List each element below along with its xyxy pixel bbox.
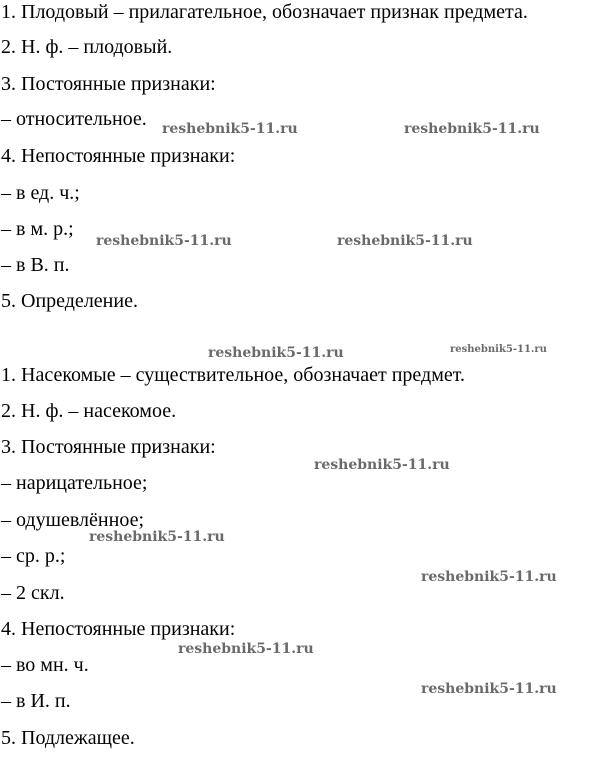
watermark-text: reshebnik5-11.ru bbox=[421, 681, 557, 697]
text-line: 2. Н. ф. – плодовый. bbox=[1, 36, 173, 58]
text-line: – относительное. bbox=[1, 108, 147, 130]
text-line: – в м. р.; bbox=[1, 218, 74, 240]
text-line: 3. Постоянные признаки: bbox=[1, 436, 216, 458]
text-line: 1. Насекомые – существительное, обозначает предмет. bbox=[1, 364, 465, 386]
watermark-text: reshebnik5-11.ru bbox=[450, 344, 547, 355]
text-line: 4. Непостоянные признаки: bbox=[1, 618, 236, 640]
text-line: – в И. п. bbox=[1, 690, 71, 712]
watermark-text: reshebnik5-11.ru bbox=[96, 233, 232, 249]
text-line: 2. Н. ф. – насекомое. bbox=[1, 400, 177, 422]
text-line: 3. Постоянные признаки: bbox=[1, 73, 216, 95]
text-line: 5. Подлежащее. bbox=[1, 727, 135, 749]
text-line: – нарицательное; bbox=[1, 472, 148, 494]
text-line: 4. Непостоянные признаки: bbox=[1, 145, 236, 167]
watermark-text: reshebnik5-11.ru bbox=[208, 345, 344, 361]
text-line: – в ед. ч.; bbox=[1, 182, 80, 204]
watermark-text: reshebnik5-11.ru bbox=[421, 569, 557, 585]
watermark-text: reshebnik5-11.ru bbox=[337, 233, 473, 249]
watermark-text: reshebnik5-11.ru bbox=[162, 121, 298, 137]
text-line: – в В. п. bbox=[1, 254, 70, 276]
text-line: – во мн. ч. bbox=[1, 654, 89, 676]
text-line: – 2 скл. bbox=[1, 582, 65, 604]
watermark-text: reshebnik5-11.ru bbox=[89, 529, 225, 545]
text-line: – ср. р.; bbox=[1, 545, 66, 567]
watermark-text: reshebnik5-11.ru bbox=[314, 457, 450, 473]
text-line: – одушевлённое; bbox=[1, 509, 144, 531]
watermark-text: reshebnik5-11.ru bbox=[404, 121, 540, 137]
watermark-text: reshebnik5-11.ru bbox=[178, 641, 314, 657]
text-line: 1. Плодовый – прилагательное, обозначает признак предмета. bbox=[1, 1, 528, 23]
text-line: 5. Определение. bbox=[1, 290, 138, 312]
